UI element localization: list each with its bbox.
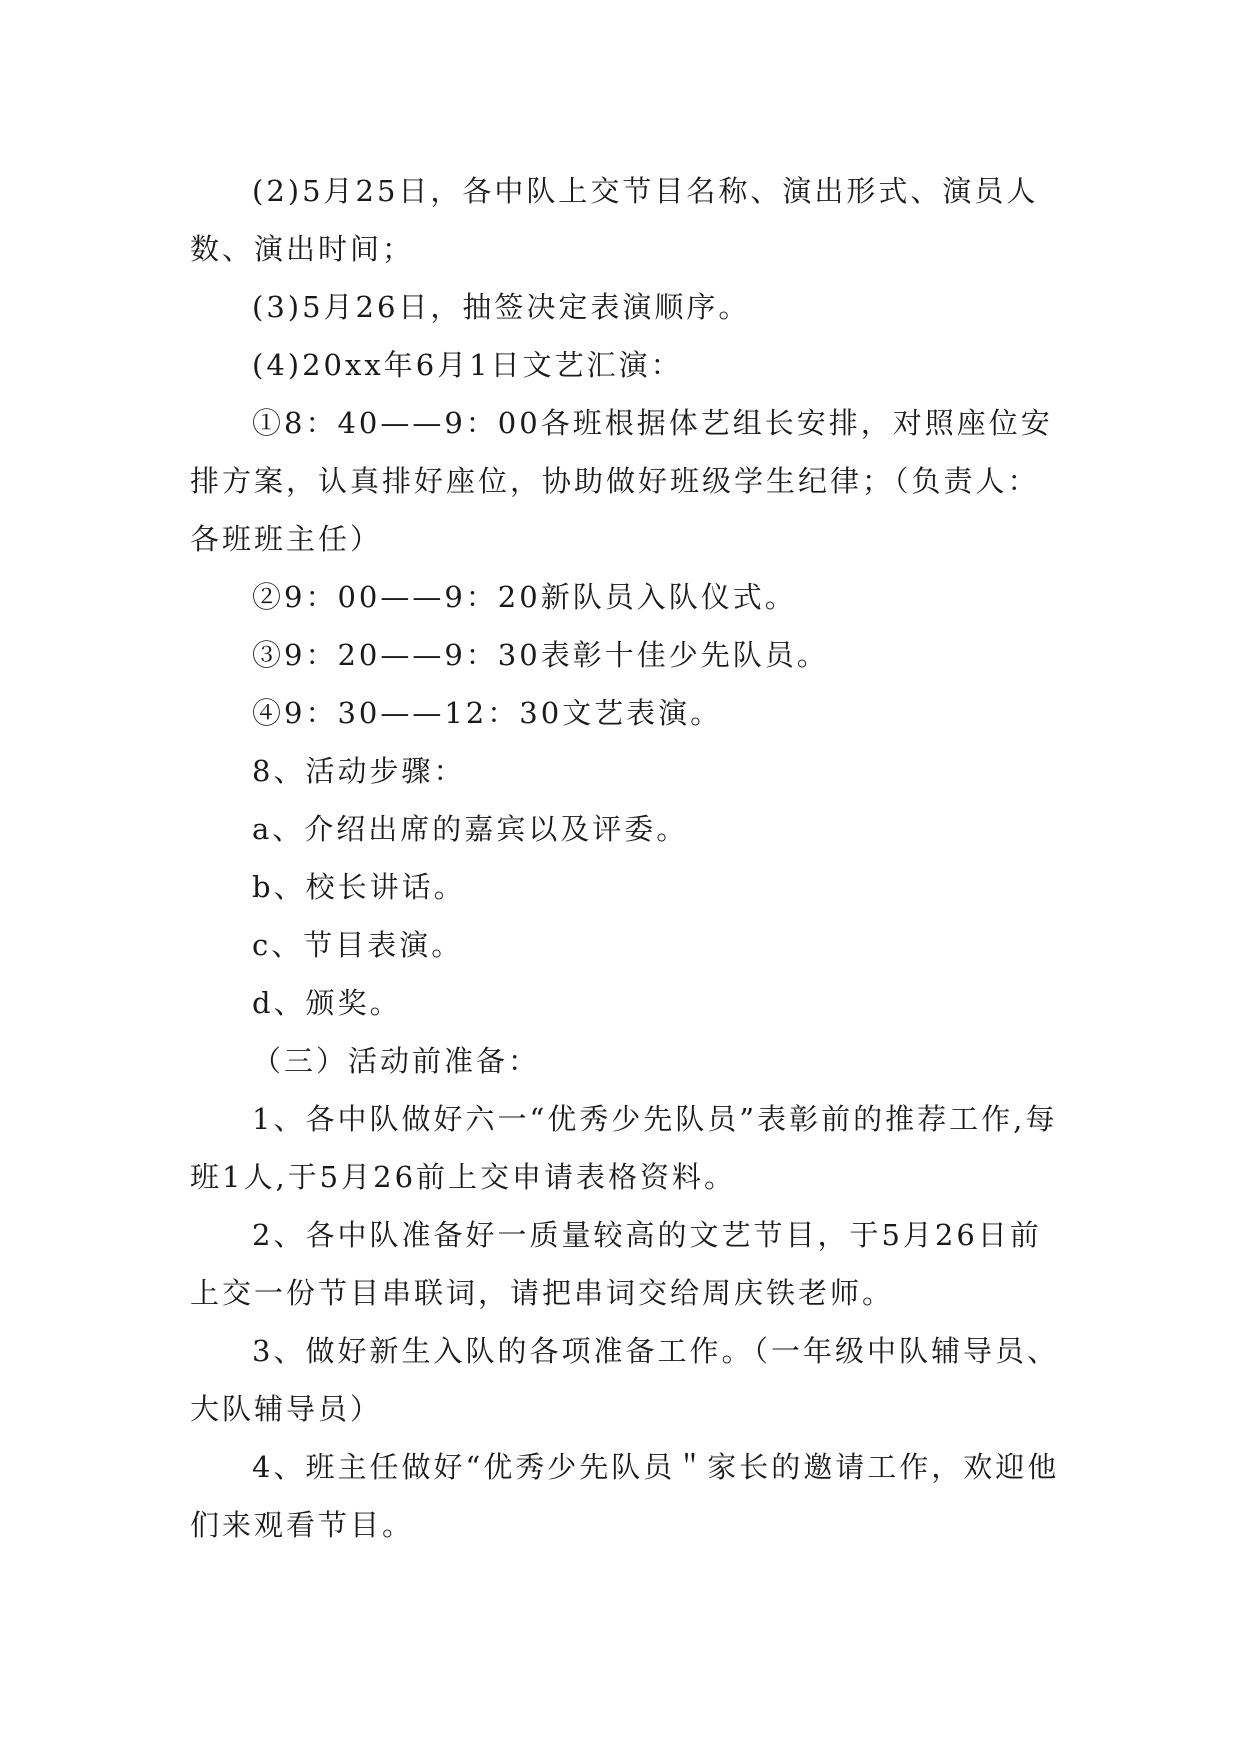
- paragraph-schedule-june-1: (4)20xx年6月1日文艺汇演：: [252, 348, 683, 382]
- paragraph-preparation-2: 2、各中队准备好一质量较高的文艺节目，于5月26日前上交一份节目串联词，请把串词交给周庆铁老师。: [190, 1218, 1042, 1310]
- paragraph-step-b: b、校长讲话。: [252, 870, 466, 904]
- paragraph-schedule-may-26: (3)5月26日，抽签决定表演顺序。: [252, 290, 751, 324]
- paragraph-preparation-4: 4、班主任做好“优秀少先队员＂家长的邀请工作，欢迎他们来观看节目。: [190, 1450, 1060, 1542]
- paragraph-timeslot-4: ④9：30——12：30文艺表演。: [252, 696, 723, 730]
- heading-preparation: （三）活动前准备：: [252, 1044, 541, 1078]
- paragraph-preparation-3: 3、做好新生入队的各项准备工作。（一年级中队辅导员、大队辅导员）: [190, 1334, 1059, 1426]
- heading-activity-steps: 8、活动步骤：: [252, 754, 466, 788]
- paragraph-preparation-1: 1、各中队做好六一“优秀少先队员”表彰前的推荐工作,每班1人,于5月26前上交申请表格资料。: [190, 1102, 1058, 1194]
- paragraph-timeslot-1: ①8：40——9：00各班根据体艺组长安排，对照座位安排方案，认真排好座位，协助做好班级学生纪律；（负责人：各班班主任）: [190, 406, 1053, 556]
- paragraph-step-a: a、介绍出席的嘉宾以及评委。: [252, 812, 689, 846]
- paragraph-schedule-may-25: (2)5月25日，各中队上交节目名称、演出形式、演员人数、演出时间；: [190, 174, 1039, 266]
- paragraph-step-c: c、节目表演。: [252, 928, 464, 962]
- paragraph-step-d: d、颁奖。: [252, 986, 402, 1020]
- paragraph-timeslot-2: ②9：00——9：20新队员入队仪式。: [252, 580, 797, 614]
- paragraph-timeslot-3: ③9：20——9：30表彰十佳少先队员。: [252, 638, 829, 672]
- document-body: [190, 162, 1070, 1554]
